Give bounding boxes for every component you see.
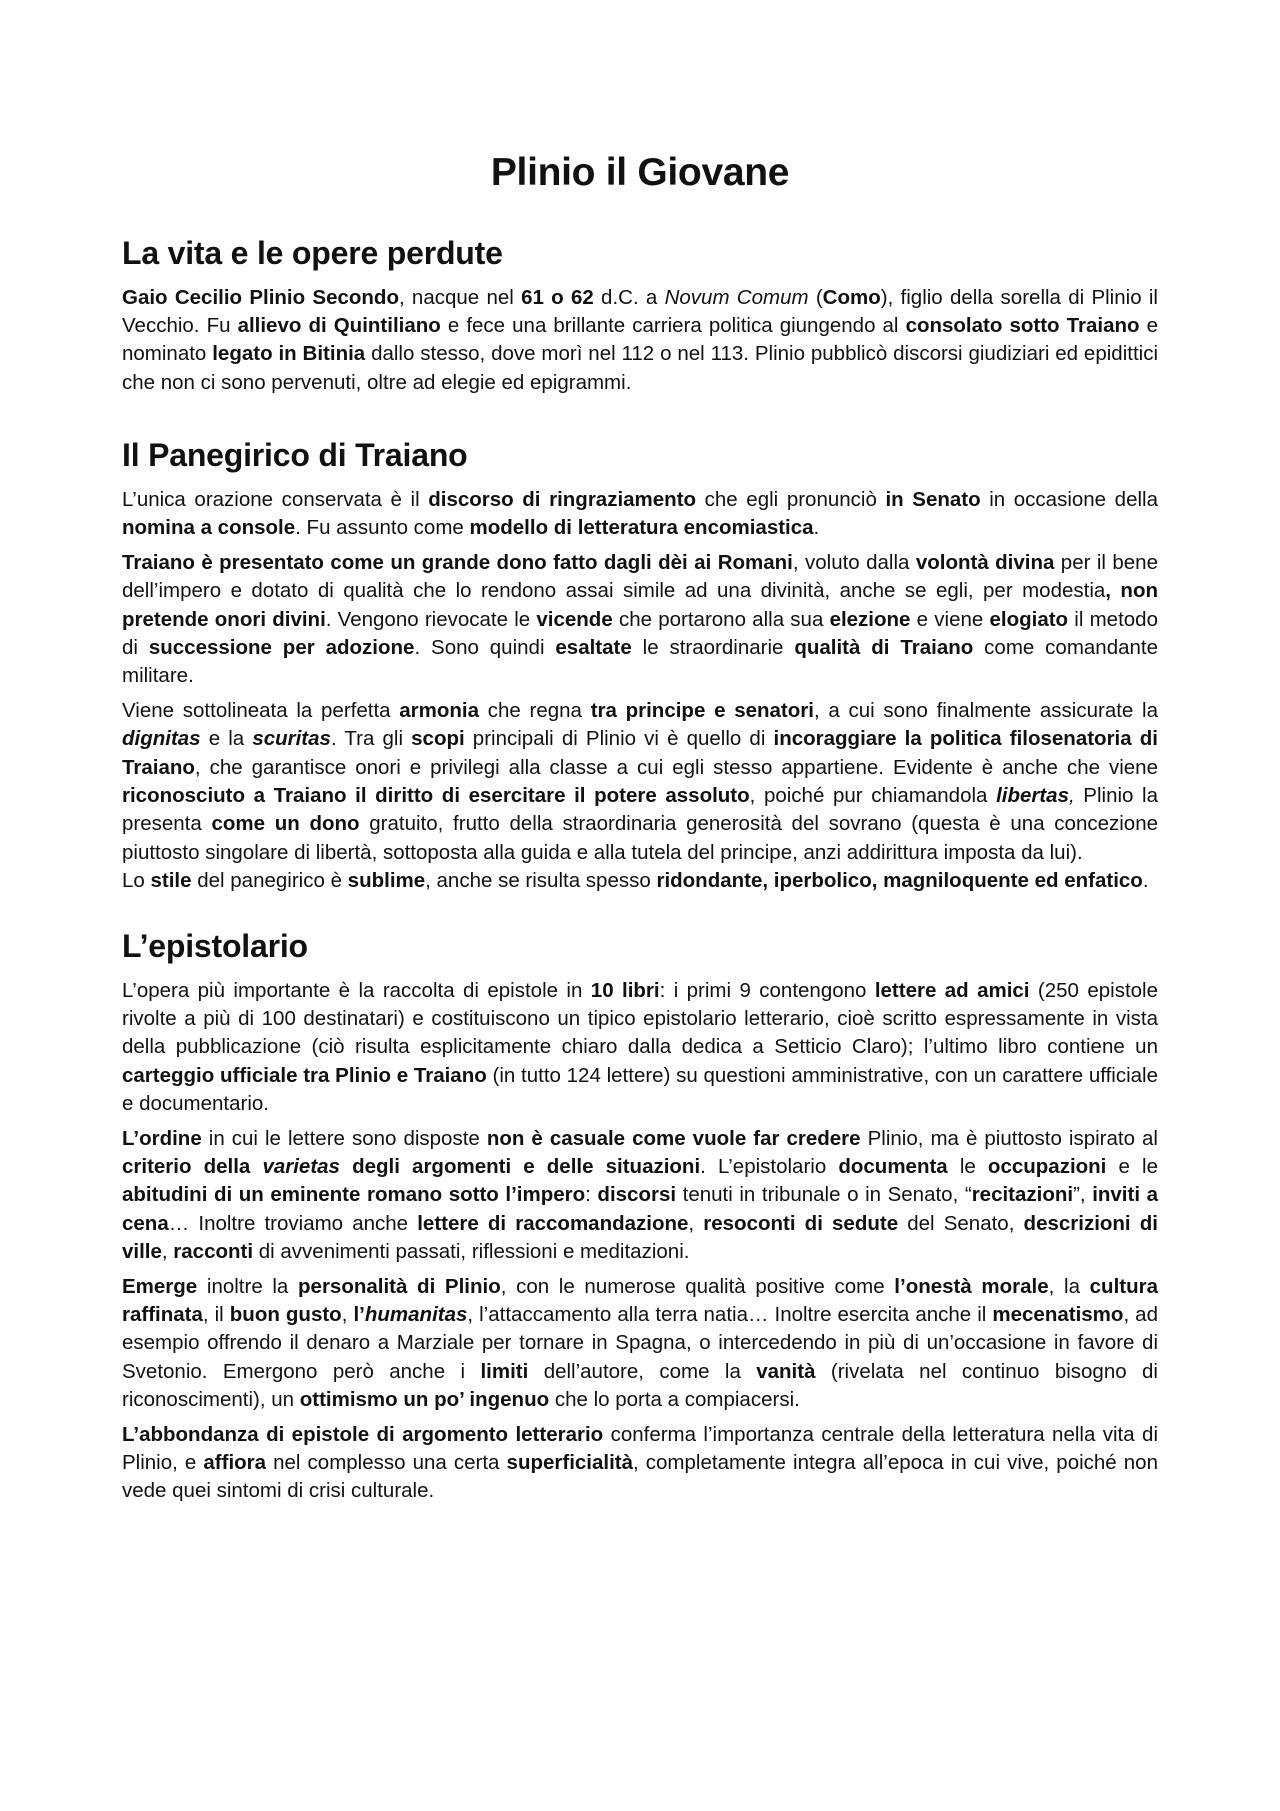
section-heading: Il Panegirico di Traiano	[122, 437, 468, 474]
paragraph	[122, 867, 1158, 895]
bold-text: incoraggiare la politica filosenatoria di Traiano	[122, 727, 1158, 779]
text-run: (	[808, 285, 823, 309]
bold-text: vanità	[756, 1359, 816, 1383]
text-run: , ad esempio offrendo il denaro a Marziale per tornare in Spagna, o intercedendo in più di un’occasione in favore di Svetonio. Emergono però anche i	[122, 1302, 1158, 1383]
bold-text: descrizioni di ville	[122, 1211, 1158, 1264]
text-run: dallo stesso, dove morì nel 112 o nel 113. Plinio pubblicò discorsi giudiziari ed epidittici che non ci sono pervenuti, oltre ad elegie ed epigrammi.	[122, 342, 1158, 394]
bold-text: ridondante, iperbolico, magniloquente ed enfatico	[656, 869, 1143, 893]
bold-text: stile	[150, 869, 192, 893]
text-run: del panegirico è	[191, 869, 348, 893]
bold-text: Como	[822, 285, 881, 309]
text-run: . L’epistolario	[700, 1154, 839, 1178]
bold-text: criterio della	[122, 1154, 263, 1178]
bold-text: documenta	[838, 1154, 948, 1178]
paragraph	[122, 1125, 1158, 1267]
text-run: che portarono alla sua	[612, 607, 830, 631]
bold-text: come un dono	[211, 812, 360, 836]
bold-text: degli argomenti e delle situazioni	[339, 1154, 701, 1178]
bold-text: inviti a cena	[122, 1183, 1159, 1235]
text-run: Plinio la presenta	[122, 784, 1158, 836]
bold-text: 61 o 62	[521, 285, 594, 309]
bold-italic-text: scuritas	[252, 727, 331, 751]
text-run: conferma l’importanza centrale della letteratura nella vita di Plinio, e	[122, 1422, 1159, 1474]
bold-text: non è casuale come vuole far credere	[486, 1126, 861, 1150]
text-run: L’unica orazione conservata è il	[122, 488, 429, 512]
text-run: ”,	[1073, 1183, 1093, 1207]
bold-text: armonia	[399, 698, 480, 722]
text-run: . Fu assunto come	[295, 516, 470, 540]
bold-text: l’onestà morale	[894, 1274, 1049, 1298]
text-run: .	[813, 516, 820, 540]
text-run: (rivelata nel continuo bisogno di riconoscimenti), un	[122, 1359, 1158, 1412]
text-run: e nominato	[122, 314, 1159, 366]
bold-text: limiti	[480, 1359, 529, 1383]
text-run: gratuito, frutto della straordinaria generosità del sovrano (questa è una concezione piuttosto singolare di libertà, sottoposta alla guida e alla tutela del principe, anzi addirittura imposta da lui).	[122, 812, 1159, 864]
bold-text: 10 libri	[590, 978, 660, 1002]
bold-text: nomina a console	[122, 516, 296, 540]
bold-text: superficialità	[506, 1451, 634, 1474]
bold-text: abitudini di un eminente romano sotto l’impero	[122, 1183, 586, 1207]
bold-italic-text: varietas	[262, 1154, 340, 1178]
bold-text: volontà divina	[915, 550, 1055, 574]
text-run: , a cui sono finalmente assicurate la	[813, 698, 1159, 722]
bold-text: Gaio Cecilio Plinio Secondo	[122, 285, 399, 309]
bold-text: l’	[353, 1302, 365, 1326]
text-run: le straordinarie	[631, 636, 795, 660]
text-run: .	[1142, 869, 1149, 893]
section-panegirico	[122, 437, 1158, 895]
text-run: L’opera più importante è la raccolta di epistole in	[122, 978, 591, 1002]
bold-text: riconosciuto a Traiano il diritto di esercitare il potere assoluto	[122, 784, 750, 808]
section-heading: La vita e le opere perdute	[122, 234, 503, 271]
text-run: Plinio, ma è piuttosto ispirato al	[860, 1126, 1158, 1150]
text-run: ,	[341, 1302, 354, 1326]
text-run: ,	[688, 1211, 704, 1235]
bold-text: carteggio ufficiale tra Plinio e Traiano	[122, 1063, 487, 1087]
document-page	[122, 150, 1158, 1546]
text-run: Viene sottolineata la perfetta	[122, 698, 400, 722]
bold-text: ottimismo un po’ ingenuo	[299, 1388, 550, 1412]
bold-text: elezione	[829, 607, 911, 631]
text-run: , nacque nel	[398, 285, 522, 309]
bold-text: tra principe e senatori	[590, 698, 814, 722]
italic-text: Novum Comum	[664, 285, 809, 309]
text-run: . Vengono rievocate le	[325, 607, 537, 631]
bold-text: elogiato	[989, 607, 1069, 631]
bold-text: legato in Bitinia	[212, 342, 366, 366]
bold-text: mecenatismo	[992, 1302, 1124, 1326]
bold-text: occupazioni	[987, 1154, 1107, 1178]
section-vita	[122, 235, 1158, 397]
text-run: :	[585, 1183, 598, 1207]
paragraph	[122, 1273, 1158, 1415]
section-epistolario	[122, 928, 1158, 1506]
text-run: dell’autore, come la	[528, 1359, 757, 1383]
section-heading: L’epistolario	[122, 927, 308, 964]
bold-text: discorsi	[597, 1183, 677, 1207]
text-run: e fece una brillante carriera politica giungendo al	[440, 314, 906, 337]
text-run: , l’attaccamento alla terra natia… Inoltre esercita anche il	[467, 1302, 993, 1326]
text-run: (in tutto 124 lettere) su questioni amministrative, con un carattere ufficiale e documentario.	[122, 1063, 1159, 1116]
text-run: … Inoltre troviamo anche	[168, 1211, 418, 1235]
text-run: : i primi 9 contengono	[659, 978, 875, 1002]
bold-text: discorso di ringraziamento	[428, 488, 697, 512]
text-run: , poiché pur chiamandola	[749, 784, 997, 808]
text-run: inoltre la	[197, 1274, 299, 1298]
bold-text: lettere ad amici	[874, 978, 1030, 1002]
page-title: Plinio il Giovane	[490, 151, 790, 194]
bold-text: successione per adozione	[148, 636, 415, 660]
text-run: e le	[1106, 1154, 1158, 1178]
paragraph	[122, 549, 1158, 691]
text-run: , il	[202, 1302, 230, 1326]
text-run: ,	[161, 1240, 174, 1264]
text-run: che regna	[479, 698, 591, 722]
bold-text: consolato sotto Traiano	[905, 314, 1140, 337]
text-run: del Senato,	[898, 1211, 1024, 1235]
text-run: tenuti in tribunale o in Senato, “	[676, 1183, 972, 1207]
italic-text: ,	[1068, 784, 1075, 808]
paragraph	[122, 977, 1158, 1119]
bold-text: vicende	[536, 607, 613, 631]
bold-text: L’abbondanza di epistole di argomento letterario	[122, 1422, 604, 1446]
paragraph	[122, 486, 1158, 543]
text-run: (250 epistole rivolte a più di 100 destinatari) e costituiscono un tipico epistolario letterario, cioè scritto espressamente in vista della pubblicazione (ciò risulta esplicitamente chiaro dalla dedica a Setticio Claro); l’ultimo libro contiene un	[122, 978, 1159, 1059]
bold-text: L’ordine	[122, 1126, 202, 1150]
text-run: per il bene dell’impero e dotato di qualità che lo rendono assai simile ad una divinità, anche se egli, per modestia	[122, 550, 1158, 603]
text-run: Lo	[122, 869, 151, 893]
text-run: le	[947, 1154, 988, 1178]
bold-text: modello di letteratura encomiastica	[469, 516, 814, 540]
bold-text: racconti	[173, 1240, 254, 1264]
text-run: nel complesso una certa	[266, 1451, 507, 1474]
bold-text: cultura raffinata	[122, 1274, 1158, 1326]
text-run: in occasione della	[980, 488, 1158, 512]
text-run: di avvenimenti passati, riflessioni e meditazioni.	[253, 1240, 690, 1264]
bold-text: lettere di raccomandazione	[417, 1211, 689, 1235]
text-run: , completamente integra all’epoca in cui vive, poiché non vede quei sintomi di crisi culturale.	[122, 1451, 1158, 1503]
text-run: , con le numerose qualità positive come	[500, 1274, 895, 1298]
text-run: ), figlio della sorella di Plinio il Vecchio. Fu	[122, 285, 1158, 337]
text-run: in cui le lettere sono disposte	[201, 1126, 487, 1150]
bold-text: personalità di Plinio	[298, 1274, 501, 1298]
text-run: come comandante militare.	[122, 636, 1159, 688]
bold-text: resoconti di sedute	[703, 1211, 899, 1235]
text-run: , voluto dalla	[792, 550, 916, 574]
bold-text: esaltate	[555, 636, 632, 660]
paragraph	[122, 1421, 1158, 1506]
text-run: che lo porta a compiacersi.	[549, 1388, 800, 1412]
bold-text: recitazioni	[971, 1183, 1074, 1207]
paragraph	[122, 284, 1158, 398]
bold-text: buon gusto	[229, 1302, 342, 1326]
text-run: . Tra gli	[330, 727, 412, 751]
text-run: che egli pronunciò	[696, 488, 886, 512]
bold-text: , non pretende onori divini	[122, 579, 1158, 631]
text-run: e viene	[910, 607, 990, 631]
bold-text: qualità di Traiano	[794, 636, 974, 660]
bold-text: sublime	[347, 869, 426, 893]
paragraph	[122, 697, 1158, 867]
bold-text: affiora	[203, 1451, 267, 1474]
bold-italic-text: humanitas	[364, 1302, 468, 1326]
text-run: e la	[200, 727, 253, 751]
text-run: d.C. a	[593, 285, 665, 309]
bold-italic-text: libertas	[996, 784, 1069, 808]
text-run: , anche se risulta spesso	[425, 869, 657, 893]
text-run: . Sono quindi	[414, 636, 556, 660]
text-run: , la	[1048, 1274, 1090, 1298]
bold-text: Traiano è presentato come un grande dono fatto dagli dèi ai Romani	[122, 550, 793, 574]
bold-text: in Senato	[885, 488, 981, 512]
bold-italic-text: dignitas	[122, 727, 201, 751]
text-run: principali di Plinio vi è quello di	[464, 727, 774, 751]
bold-text: scopi	[411, 727, 465, 751]
text-run: , che garantisce onori e privilegi alla classe a cui egli stesso appartiene. Evidente è anche che viene	[194, 755, 1158, 779]
bold-text: Emerge	[122, 1274, 198, 1298]
text-run: il metodo di	[122, 607, 1158, 660]
bold-text: allievo di Quintiliano	[237, 314, 441, 337]
